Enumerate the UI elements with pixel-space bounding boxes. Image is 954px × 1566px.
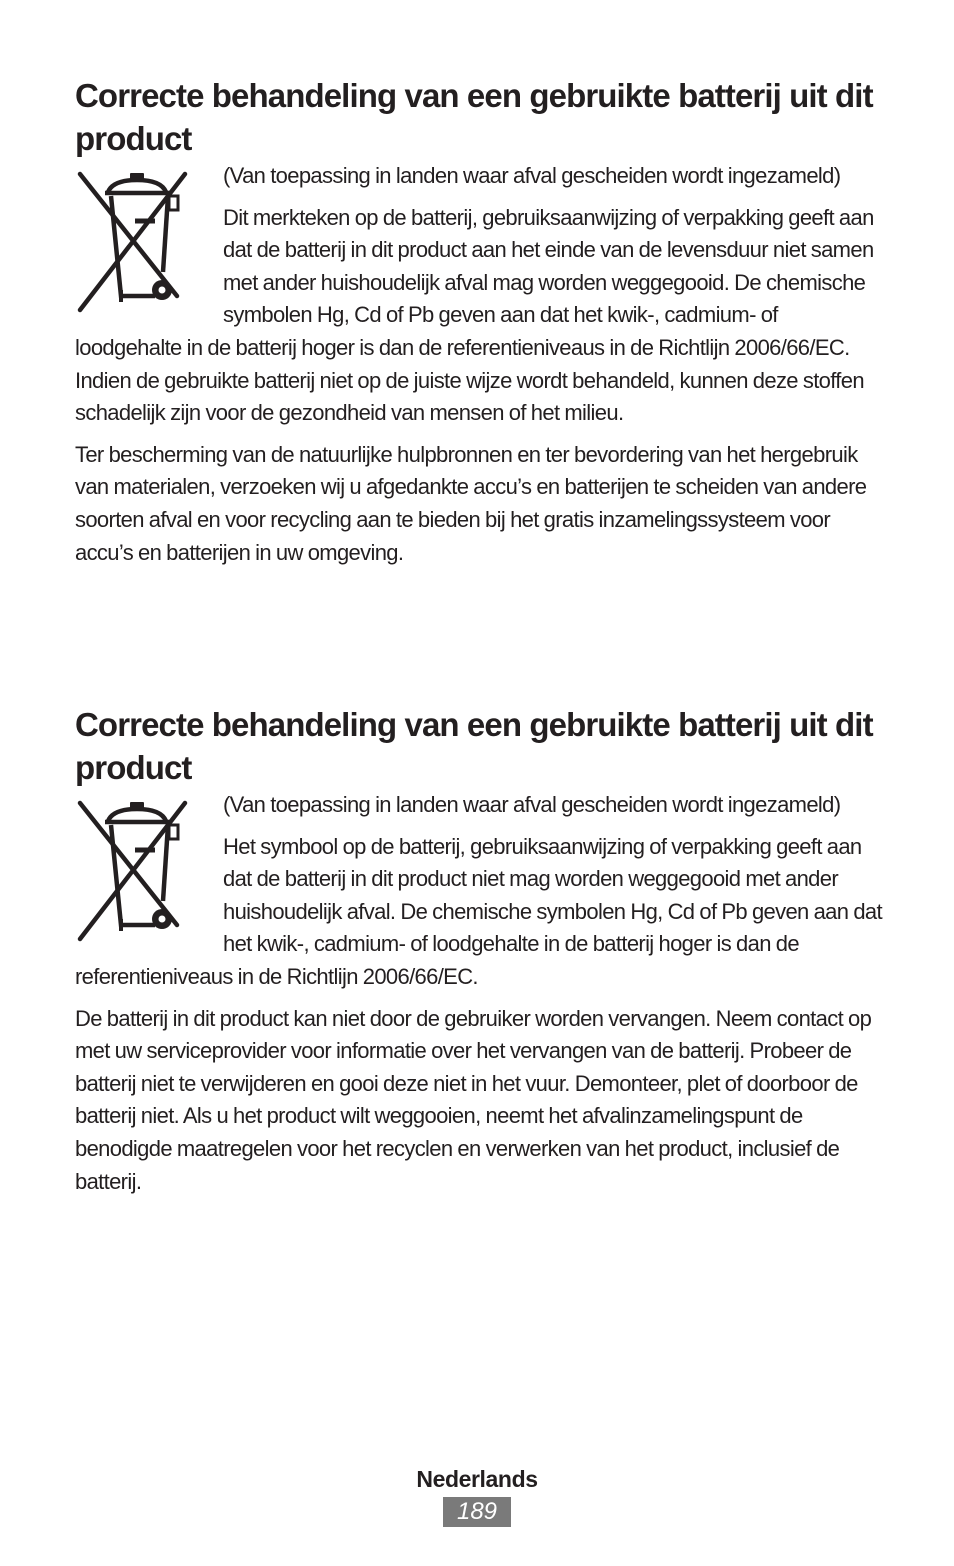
page-footer bbox=[0, 1462, 954, 1527]
body-paragraph: Dit merkteken op de batterij, gebruiksaanwijzing of verpakking geeft aan dat de batterij in dit product aan het einde van de levensduur niet samen met ander huishoudelijk afval mag worden weggegooid. De chemische symbolen Hg, Cd of Pb geven aan dat het kwik-, cadmium- of loodgehalte in de batterij hoger is dan de referentieniveaus in de Richtlijn 2006/66/EC. Indien de gebruikte batterij niet op de juiste wijze wordt behandeld, kunnen deze stoffen schadelijk zijn voor de gezondheid van mensen of het milieu. bbox=[75, 204, 874, 426]
body-paragraph: Het symbool op de batterij, gebruiksaanwijzing of verpakking geeft aan dat de batterij in dit product niet mag worden weggegooid met ander huishoudelijk afval. De chemische symbolen Hg, Cd of Pb geven aan dat het kwik-, cadmium- of loodgehalte in de batterij hoger is dan de referentieniveaus in de Richtlijn 2006/66/EC. bbox=[75, 833, 882, 989]
applicability-note: (Van toepassing in landen waar afval gescheiden wordt ingezameld) bbox=[223, 792, 841, 817]
battery-disposal-section-2 bbox=[75, 703, 885, 1207]
body-paragraph: Ter bescherming van de natuurlijke hulpbronnen en ter bevordering van het hergebruik van materialen, verzoeken wij u afgedankte accu’s en batterijen te scheiden van andere soorten afval en voor recycling aan te bieden bij het gratis inzamelingssysteem voor accu’s en batterijen in uw omgeving. bbox=[75, 441, 867, 565]
crossed-out-wheelie-bin-icon bbox=[75, 168, 193, 318]
section-title: Correcte behandeling van een gebruikte batterij uit dit product bbox=[75, 77, 873, 157]
section-title: Correcte behandeling van een gebruikte batterij uit dit product bbox=[75, 706, 873, 786]
page-number: 189 bbox=[443, 1497, 511, 1527]
battery-disposal-section-1 bbox=[75, 74, 885, 578]
applicability-note: (Van toepassing in landen waar afval gescheiden wordt ingezameld) bbox=[223, 163, 841, 188]
crossed-out-wheelie-bin-icon bbox=[75, 797, 193, 947]
body-paragraph: De batterij in dit product kan niet door de gebruiker worden vervangen. Neem contact op met uw serviceprovider voor informatie over het vervangen van de batterij. Probeer de batterij niet te verwijderen en gooi deze niet in het vuur. Demonteer, plet of doorboor de batterij niet. Als u het product wilt weggooien, neemt het afvalinzamelingspunt de benodigde maatregelen voor het recyclen en verwerken van het product, inclusief de batterij. bbox=[75, 1005, 872, 1194]
footer-language: Nederlands bbox=[416, 1466, 538, 1492]
